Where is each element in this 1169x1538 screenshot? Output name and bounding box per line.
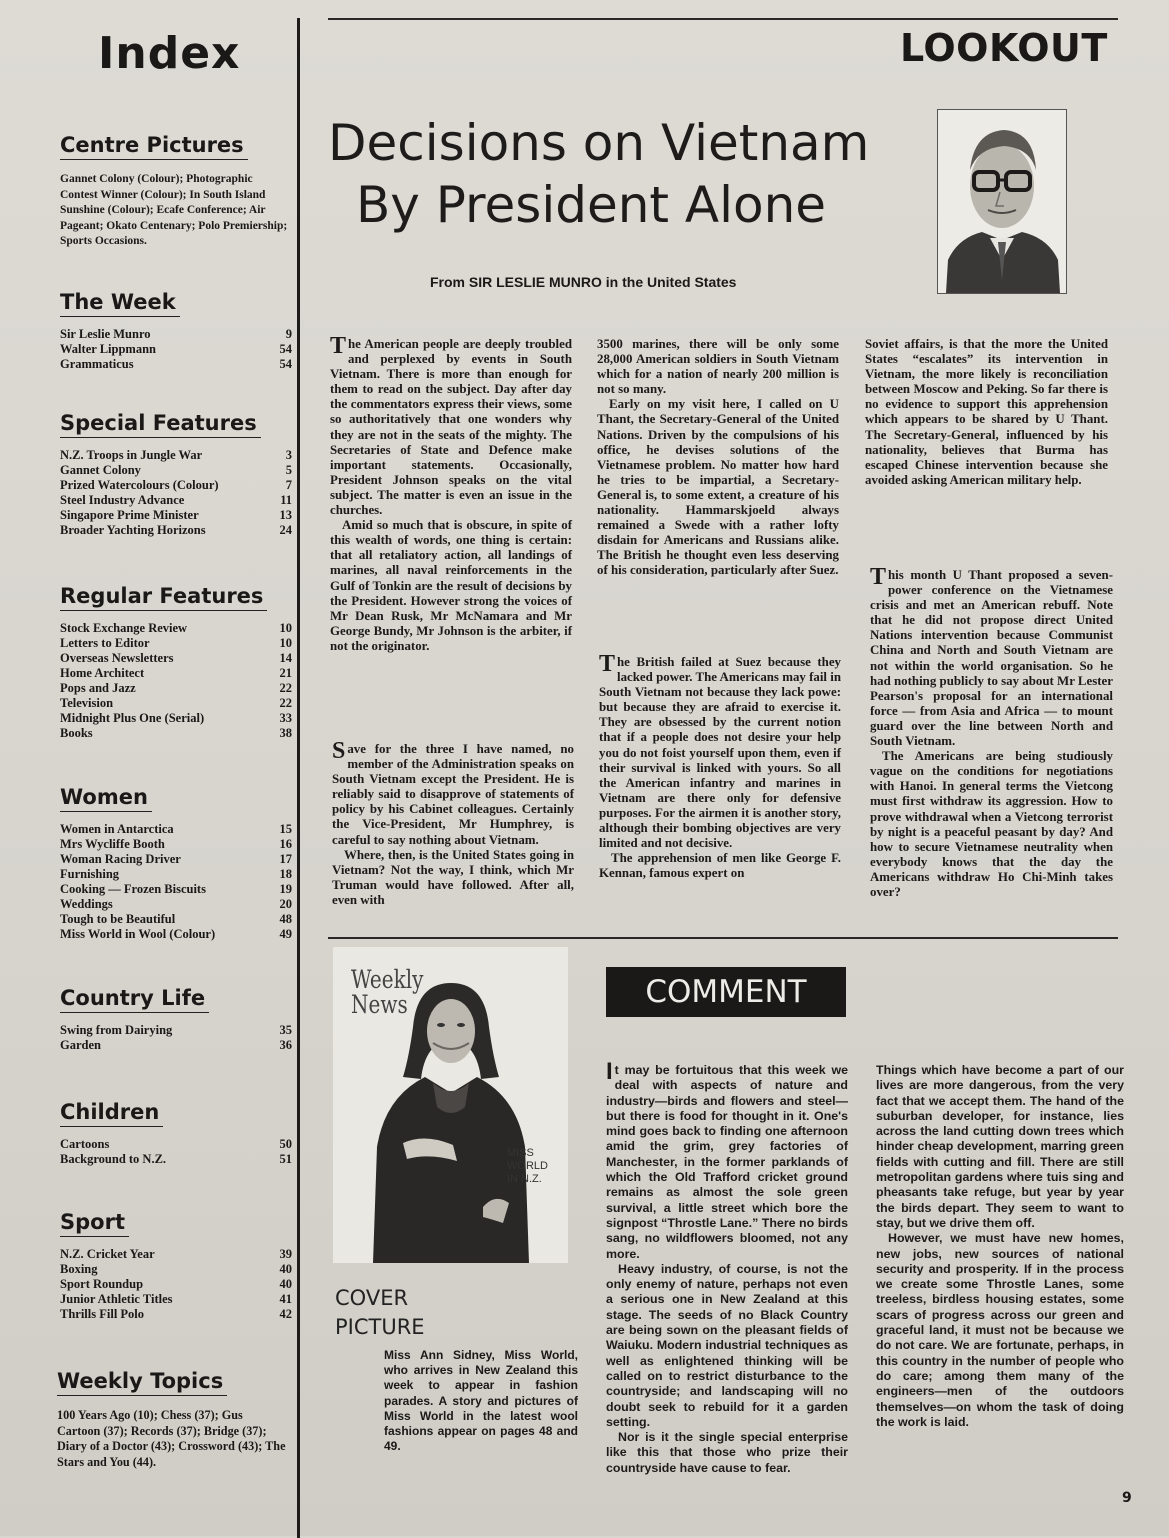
index-entry[interactable] — [60, 357, 292, 372]
index-entry[interactable] — [60, 696, 292, 711]
section-list — [60, 1137, 292, 1167]
article-paragraph: Amid so much that is obscure, in spite of this wealth of words, one thing is certain: that all retaliatory action, all landings of marines, all naval reinforcements in the Gulf of Tonkin are the result of decisions by the President. However strong the voices of Mr Dean Rusk, Mr McNamara and Mr George Bundy, Mr Johnson is the arbiter, if not the originator. — [330, 518, 572, 653]
index-entry-label: Grammaticus — [60, 357, 134, 371]
index-entry-page: 21 — [279, 666, 292, 680]
index-entry-label: Cooking — Frozen Biscuits — [60, 882, 206, 896]
comment-col-2 — [876, 1063, 1124, 1430]
index-entry-label: Letters to Editor — [60, 636, 150, 650]
index-entry[interactable] — [60, 327, 292, 342]
section-list — [60, 327, 292, 372]
index-entry[interactable] — [60, 1307, 292, 1322]
index-entry[interactable] — [60, 523, 292, 538]
index-entry-page: 13 — [279, 508, 292, 522]
section-heading: Children — [60, 1100, 163, 1127]
index-entry[interactable] — [60, 681, 292, 696]
index-entry-page: 54 — [279, 342, 292, 356]
index-entry-label: Miss World in Wool (Colour) — [60, 927, 216, 941]
index-entry-label: Swing from Dairying — [60, 1023, 173, 1037]
index-entry-page: 11 — [280, 493, 292, 507]
index-entry[interactable] — [60, 508, 292, 523]
article-paragraph: Early on my visit here, I called on U Thant, the Secretary-General of the United Nations. Driven by the compulsions of his office, he devises solutions of the Vietnamese problem. No matter how hard he tries to be impartial, a Secretary-General is, to some extent, a creature of his nationality. Hammarskjoeld always remained a Swede with a rather lofty disdain for Americans and Russians alike. The British he thought even less deserving of his consideration, particularly after Suez. — [597, 397, 839, 578]
article-col-3b — [870, 564, 1113, 900]
index-entry-page: 16 — [279, 837, 292, 851]
index-entry-page: 33 — [279, 711, 292, 725]
column-rule — [297, 18, 300, 1538]
section-children — [60, 1100, 292, 1167]
index-entry-page: 3 — [285, 448, 292, 462]
index-entry-label: Television — [60, 696, 114, 710]
section-list — [60, 1247, 292, 1322]
index-entry-label: Steel Industry Advance — [60, 493, 185, 507]
index-entry[interactable] — [60, 478, 292, 493]
section-list — [60, 448, 292, 538]
comment-label: COMMENT — [606, 967, 846, 1017]
index-entry-page: 7 — [285, 478, 292, 492]
index-entry-page: 22 — [279, 681, 292, 695]
index-entry-page: 14 — [279, 651, 292, 665]
index-entry[interactable] — [60, 852, 292, 867]
section-heading: Regular Features — [60, 584, 267, 611]
index-entry-page: 49 — [279, 927, 292, 941]
index-entry-label: Furnishing — [60, 867, 120, 881]
cover-title — [335, 1284, 425, 1342]
index-entry[interactable] — [60, 1152, 292, 1167]
section-text: Gannet Colony (Colour); Photographic Contest Winner (Colour); In South Island Sunshine (Colour); Ecafe Conference; Air Pageant; Okato Centenary; Polo Premiership; Sports Occasions. — [60, 173, 288, 247]
article-col-1 — [330, 333, 572, 654]
comment-col-1 — [606, 1058, 848, 1476]
section-heading: Women — [60, 785, 152, 812]
section-women — [60, 785, 292, 942]
article-paragraph: 3500 marines, there will be only some 28,000 American soldiers in South Vietnam which for a nation of nearly 200 million is not so many. — [597, 337, 839, 397]
index-entry[interactable] — [60, 867, 292, 882]
index-entry[interactable] — [60, 493, 292, 508]
section-list — [60, 822, 292, 942]
index-entry-label: Woman Racing Driver — [60, 852, 181, 866]
section-country-life — [60, 986, 292, 1053]
index-entry-label: Gannet Colony — [60, 463, 141, 477]
index-entry-page: 24 — [279, 523, 292, 537]
index-entry-page: 20 — [279, 897, 292, 911]
top-rule — [328, 18, 1118, 20]
cover-magazine-name — [351, 967, 423, 1017]
article-col-2 — [597, 337, 839, 579]
index-entry[interactable] — [60, 837, 292, 852]
index-entry[interactable] — [60, 448, 292, 463]
index-entry-page: 48 — [279, 912, 292, 926]
index-entry-page: 18 — [279, 867, 292, 881]
index-column — [50, 28, 290, 79]
section-heading: Sport — [60, 1210, 129, 1237]
section-regular-features — [60, 584, 292, 741]
section-rule — [328, 937, 1118, 939]
section-heading: Centre Pictures — [60, 133, 248, 160]
index-entry[interactable] — [60, 1137, 292, 1152]
section-the-week — [60, 290, 292, 372]
section-list — [60, 1023, 292, 1053]
index-entry-page: 36 — [279, 1038, 292, 1052]
comment-paragraph: Things which have become a part of our lives are more dangerous, from the very fact that we accept them. The hand of the suburban developer, for instance, lies across the land cutting down trees which hinder cheap development, marring green fields with cutting and fill. There are still metropolitan gardens where tuis sing and pheasants take refuge, but year by year the birds depart. They seem to want to stay, but we drive them off. — [876, 1063, 1124, 1230]
section-heading: Country Life — [60, 986, 209, 1013]
index-entry-label: Prized Watercolours (Colour) — [60, 478, 219, 492]
index-entry[interactable] — [60, 666, 292, 681]
comment-paragraph: Heavy industry, of course, is not the only enemy of nature, perhaps not even a serious one in New Zealand at this stage. The seeds of no Black Country are being sown on the pleasant fields of Waiuku. Modern industrial techniques as well as enlightened thinking will be called on to restrict disturbance to the countryside; and landscaping will no doubt seek to rebuild for it a garden setting. — [606, 1261, 848, 1429]
cover-magazine-name-2: News — [351, 990, 408, 1019]
section-list — [60, 621, 292, 741]
index-entry-page: 15 — [279, 822, 292, 836]
index-entry-label: Cartoons — [60, 1137, 110, 1151]
index-entry-page: 51 — [279, 1152, 292, 1166]
index-entry-label: Pops and Jazz — [60, 681, 136, 695]
index-entry-label: Books — [60, 726, 93, 740]
cover-image — [333, 947, 568, 1263]
index-entry-page: 10 — [279, 621, 292, 635]
comment-paragraph: It may be fortuitous that this week we deal with aspects of nature and industry—birds and flowers and steel—but there is food for thought in it. One's mind goes back to finding one afternoon amid the grim, grey factories of Manchester, in the former parklands of which the Old Trafford cricket ground remains as almost the sole green survival, a little street which bore the signpost “Throstle Lane.” There no birds sang, no wildflowers bloomed, not any more. — [606, 1058, 848, 1261]
article-paragraph: Soviet affairs, is that the more the United States “escalates” its intervention in Vietnam, the more likely is reconciliation between Moscow and Peking. So far there is no evidence to support this apprehension which appears to be shared by U Thant. The Secretary-General, influenced by his nationality, believes that Burma has escaped Chinese intervention because she avoided asking American military help. — [865, 337, 1108, 487]
article-col-2b — [599, 651, 841, 881]
index-entry-page: 41 — [279, 1292, 292, 1306]
index-entry[interactable] — [60, 1292, 292, 1307]
headline-line-1: Decisions on Vietnam — [328, 114, 870, 172]
section-special-features — [60, 411, 292, 538]
index-entry[interactable] — [60, 912, 292, 927]
index-entry[interactable] — [60, 897, 292, 912]
index-entry[interactable] — [60, 927, 292, 942]
index-entry-page: 17 — [279, 852, 292, 866]
article-paragraph: The Americans are being studiously vague on the conditions for negotiations with Hanoi. In general terms the Vietcong must first withdraw its aggression. How to prove withdrawal when a Vietcong terrorist by night is a peaceful peasant by day? And how to secure Vietnamese neutrality when everybody knows that the day the Americans withdraw Ho Chi-Minh takes over? — [870, 749, 1113, 899]
index-entry-label: Background to N.Z. — [60, 1152, 167, 1166]
index-entry-page: 35 — [279, 1023, 292, 1037]
index-entry-label: Singapore Prime Minister — [60, 508, 199, 522]
index-entry-label: Garden — [60, 1038, 101, 1052]
index-entry-label: Home Architect — [60, 666, 145, 680]
index-entry-label: Sir Leslie Munro — [60, 327, 151, 341]
index-entry-label: Walter Lippmann — [60, 342, 156, 356]
index-entry-label: Stock Exchange Review — [60, 621, 188, 635]
index-entry[interactable] — [60, 463, 292, 478]
comment-paragraph: Nor is it the single special enterprise like this that those who prize their countryside have cause to fear. — [606, 1430, 848, 1475]
section-sport — [60, 1210, 292, 1322]
cover-caption: Miss Ann Sidney, Miss World, who arrives in New Zealand this week to appear in fashion parades. A story and pictures of Miss World in the latest wool fashions appear on pages 48 and 49. — [384, 1348, 578, 1454]
article-paragraph: The apprehension of men like George F. Kennan, famous expert on — [599, 851, 841, 881]
index-entry-label: Boxing — [60, 1262, 98, 1276]
index-entry-label: Women in Antarctica — [60, 822, 174, 836]
article-paragraph: The American people are deeply troubled and perplexed by events in South Vietnam. There is more than enough for them to read on the subject. Day after day the commentators express their views, some so authoritatively that one wonders why they are not in the seats of the mighty. The Secretaries of State and Defence make important statements. Occasionally, President Johnson speaks on the vital subject. The matter is even an issue in the churches. — [330, 333, 572, 518]
index-entry-page: 22 — [279, 696, 292, 710]
index-entry[interactable] — [60, 1023, 292, 1038]
index-entry[interactable] — [60, 636, 292, 651]
article-col-1b — [332, 738, 574, 908]
index-entry[interactable] — [60, 1262, 292, 1277]
lookout-label: LOOKOUT — [900, 26, 1108, 70]
index-entry[interactable] — [60, 726, 292, 741]
index-entry[interactable] — [60, 711, 292, 726]
headline-line-2: By President Alone — [356, 176, 827, 234]
index-entry-label: Broader Yachting Horizons — [60, 523, 206, 537]
headline — [328, 112, 918, 236]
index-entry-label: Overseas Newsletters — [60, 651, 174, 665]
index-entry-page: 9 — [285, 327, 292, 341]
portrait-photo — [938, 110, 1066, 293]
article-paragraph: Where, then, is the United States going in Vietnam? Not the way, I think, which Mr Truman would have followed. After all, even with — [332, 847, 574, 907]
section-heading: Weekly Topics — [57, 1369, 227, 1396]
index-entry-page: 54 — [279, 357, 292, 371]
index-entry-label: Mrs Wycliffe Booth — [60, 837, 165, 851]
index-entry-label: Midnight Plus One (Serial) — [60, 711, 205, 725]
index-entry-label: Thrills Fill Polo — [60, 1307, 145, 1321]
author-portrait — [937, 109, 1067, 294]
index-entry-label: N.Z. Troops in Jungle War — [60, 448, 203, 462]
section-text: 100 Years Ago (10); Chess (37); Gus Cartoon (37); Records (37); Bridge (37); Diary of a Doctor (43); Crossword (43); The Stars and You (44). — [57, 1408, 286, 1469]
page-number: 9 — [1122, 1490, 1132, 1506]
index-entry-label: Weddings — [60, 897, 113, 911]
index-entry-page: 38 — [279, 726, 292, 740]
index-entry[interactable] — [60, 822, 292, 837]
byline: From SIR LESLIE MUNRO in the United States — [430, 274, 737, 290]
article-paragraph: This month U Thant proposed a seven-power conference on the Vietnamese crisis and met an American rebuff. Note that he did not propose direct United Nations intervention because Communist China and North and South Vietnam are not within the world organisation. So he had nothing publicly to say about Mr Lester Pearson's proposal for an international force — from Asia and Africa — to mount guard over the line between North and South Vietnam. — [870, 564, 1113, 749]
index-entry[interactable] — [60, 1277, 292, 1292]
index-entry[interactable] — [60, 1247, 292, 1262]
article-col-3 — [865, 337, 1108, 488]
index-entry[interactable] — [60, 342, 292, 357]
index-entry-page: 10 — [279, 636, 292, 650]
cover-tag: MISS WORLD IN N.Z. — [507, 1147, 548, 1185]
article-paragraph: Save for the three I have named, no member of the Administration speaks on South Vietnam except the President. He is reliably said to disapprove of statements of policy by his Cabinet colleagues. Certainly the Vice-President, Mr Humphrey, is careful to say nothing about Vietnam. — [332, 738, 574, 847]
index-entry-label: Junior Athletic Titles — [60, 1292, 173, 1306]
cover-magazine-name-1: Weekly — [351, 965, 424, 994]
index-title: Index — [98, 28, 241, 79]
index-entry-label: N.Z. Cricket Year — [60, 1247, 155, 1261]
index-entry[interactable] — [60, 1038, 292, 1053]
cover-title-1: COVER — [335, 1286, 409, 1310]
index-entry-page: 50 — [279, 1137, 292, 1151]
section-heading: Special Features — [60, 411, 261, 438]
comment-paragraph: However, we must have new homes, new jobs, new sources of national security and prosperity. If in the process we create some Throstle Lanes, some treeless, birdless housing estates, some scars of progress across our green and graceful land, it must not be because we do not care. We are fortunate, perhaps, in this country in the number of people who do care; among them many of the engineers—men of the outdoors themselves—on whom the task of doing the work is laid. — [876, 1231, 1124, 1429]
index-entry-label: Tough to be Beautiful — [60, 912, 176, 926]
index-entry[interactable] — [60, 882, 292, 897]
index-entry-page: 40 — [279, 1277, 292, 1291]
index-entry[interactable] — [60, 621, 292, 636]
article-paragraph: The British failed at Suez because they lacked power. The Americans may fail in South Vietnam not because they lack powe: but because they are afraid to exercise it. They are obsessed by the current notion that if a people does not desire your help you do not foist yourself upon them, even if their survival is linked with yours. So all the American infantry and marines in Vietnam are there only for defensive purposes. For the airmen it is another story, although their bombing objectives are very limited and not decisive. — [599, 651, 841, 851]
index-entry-page: 19 — [279, 882, 292, 896]
index-entry-page: 5 — [285, 463, 292, 477]
section-weekly-topics — [57, 1369, 289, 1470]
index-entry[interactable] — [60, 651, 292, 666]
index-entry-page: 42 — [279, 1307, 292, 1321]
index-entry-page: 40 — [279, 1262, 292, 1276]
index-entry-page: 39 — [279, 1247, 292, 1261]
section-centre-pictures — [60, 133, 292, 250]
section-heading: The Week — [60, 290, 180, 317]
cover-title-2: PICTURE — [335, 1315, 425, 1339]
index-entry-label: Sport Roundup — [60, 1277, 144, 1291]
